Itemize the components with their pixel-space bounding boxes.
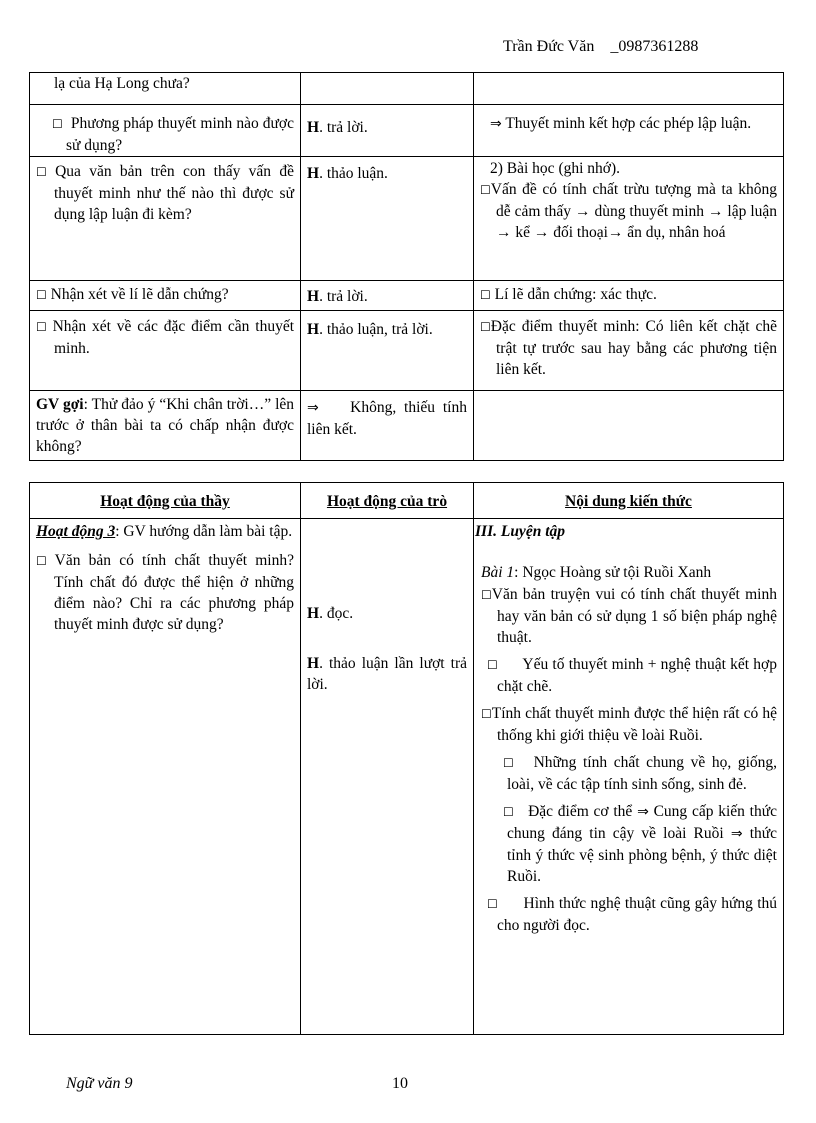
content-cell (474, 519, 784, 1035)
implies-arrow-icon: ⇒ (637, 804, 649, 820)
content-subitem: ☐ Những tính chất chung về họ, giống, loài, về các tập tính sinh sống, sinh đẻ. (503, 754, 777, 793)
student-cell (301, 157, 474, 281)
content-cell (474, 311, 784, 391)
lesson-table-continued (29, 72, 784, 461)
table-header-row (30, 483, 784, 519)
student-cell (301, 519, 474, 1035)
checkbox-bullet-icon: ☐ (36, 554, 47, 568)
teacher-cell (30, 519, 301, 1035)
student-answer: H. thảo luận lần lượt trả lời. (307, 655, 467, 693)
checkbox-bullet-icon: ☐ (503, 805, 514, 819)
table-row (30, 311, 784, 391)
table-row (30, 519, 784, 1035)
teacher-text: lạ của Hạ Long chưa? (54, 75, 190, 92)
content-item: ☐ Hình thức nghệ thuật cũng gây hứng thú cho người đọc. (487, 895, 778, 934)
table-row (30, 281, 784, 311)
table-row (30, 391, 784, 461)
content-cell (474, 73, 784, 105)
checkbox-bullet-icon: ☐ (480, 288, 491, 302)
student-cell (301, 311, 474, 391)
content-item: ☐ Yếu tố thuyết minh + nghệ thuật kết hợp chặt chẽ. (487, 656, 777, 695)
student-answer: H. trả lời. (307, 288, 368, 305)
checkbox-bullet-icon: ☐ (503, 756, 514, 770)
content-cell (474, 157, 784, 281)
page-number: 10 (392, 1075, 408, 1092)
student-answer: H. trả lời. (307, 119, 368, 136)
teacher-question: ☐ Qua văn bản trên con thấy vấn đề thuyết minh như thế nào thì được sử dụng lập luận đi kèm? (36, 163, 294, 223)
table-row (30, 105, 784, 157)
checkbox-bullet-icon: ☐ (36, 165, 47, 179)
student-cell (301, 73, 474, 105)
teacher-question: ☐ Phương pháp thuyết minh nào được sử dụng? (52, 115, 295, 154)
header-author: Trần Đức Văn _0987361288 (503, 38, 699, 55)
student-cell (301, 281, 474, 311)
content-item: ☐Đặc điểm thuyết minh: Có liên kết chặt chẽ trật tự trước sau hay bằng các phương tiện liên kết. (480, 318, 777, 378)
content-text: ⇒ Thuyết minh kết hợp các phép lập luận. (490, 115, 752, 132)
teacher-cell (30, 105, 301, 157)
student-answer: H. thảo luận, trả lời. (307, 321, 433, 338)
exercise-title: Bài 1: Ngọc Hoàng sử tội Ruồi Xanh (481, 564, 712, 581)
column-header: Nội dung kiến thức (474, 483, 784, 519)
column-header: Hoạt động của trò (301, 483, 474, 519)
checkbox-bullet-icon: ☐ (481, 707, 492, 721)
implies-arrow-icon: ⇒ (307, 400, 319, 416)
checkbox-bullet-icon: ☐ (481, 588, 492, 602)
column-header: Hoạt động của thầy (30, 483, 301, 519)
content-item: ☐ Lí lẽ dẫn chứng: xác thực. (480, 286, 657, 303)
checkbox-bullet-icon: ☐ (487, 658, 498, 672)
checkbox-bullet-icon: ☐ (487, 897, 498, 911)
teacher-cell (30, 311, 301, 391)
exercise-table (29, 482, 784, 1035)
table-row (30, 157, 784, 281)
content-item: ☐Vấn đề có tính chất trừu tượng mà ta không dễ cảm thấy → dùng thuyết minh → lập luận → kể → đối thoại→ ẩn dụ, nhân hoá (480, 181, 777, 241)
content-subitem: ☐ Đặc điểm cơ thể ⇒ Cung cấp kiến thức chung đáng tin cậy về loài Ruồi ⇒ thức tỉnh ý thức vệ sinh phòng bệnh, ý thức diệt Ruồi. (503, 803, 778, 885)
activity-heading: Hoạt động 3: GV hướng dẫn làm bài tập. (36, 523, 293, 540)
teacher-cell (30, 73, 301, 105)
teacher-question: ☐ Nhận xét về các đặc điểm cần thuyết minh. (36, 318, 295, 357)
teacher-question: ☐ Văn bản có tính chất thuyết minh? Tính chất đó được thể hiện ở những điểm nào? Chỉ ra các phương pháp thuyết minh được sử dụng? (36, 552, 294, 633)
footer-subject: Ngữ văn 9 (66, 1075, 133, 1092)
teacher-question: ☐ Nhận xét về lí lẽ dẫn chứng? (36, 286, 229, 303)
content-cell (474, 391, 784, 461)
checkbox-bullet-icon: ☐ (480, 183, 491, 197)
student-answer: H. đọc. (307, 605, 354, 622)
checkbox-bullet-icon: ☐ (36, 288, 47, 302)
teacher-prompt: GV gợi: Thử đảo ý “Khi chân trời…” lên trước ở thân bài ta có chấp nhận được không? (36, 396, 295, 455)
content-item: ☐Văn bản truyện vui có tính chất thuyết minh hay văn bản có sử dụng 1 số biện pháp nghệ thuật. (481, 586, 777, 646)
student-answer: H. thảo luận. (307, 165, 388, 182)
teacher-cell (30, 281, 301, 311)
student-cell (301, 391, 474, 461)
lesson-title: 2) Bài học (ghi nhớ). (490, 160, 621, 177)
teacher-cell (30, 391, 301, 461)
section-heading: III. Luyện tập (475, 523, 565, 540)
student-cell (301, 105, 474, 157)
teacher-cell (30, 157, 301, 281)
checkbox-bullet-icon: ☐ (36, 320, 47, 334)
implies-arrow-icon: ⇒ (490, 116, 502, 132)
checkbox-bullet-icon: ☐ (52, 117, 63, 131)
content-cell (474, 281, 784, 311)
table-row (30, 73, 784, 105)
implies-arrow-icon: ⇒ (730, 826, 743, 842)
student-answer: ⇒ Không, thiếu tính liên kết. (307, 399, 467, 438)
content-cell (474, 105, 784, 157)
checkbox-bullet-icon: ☐ (480, 320, 491, 334)
content-item: ☐Tính chất thuyết minh được thể hiện rất có hệ thống khi giới thiệu về loài Ruồi. (481, 705, 777, 744)
